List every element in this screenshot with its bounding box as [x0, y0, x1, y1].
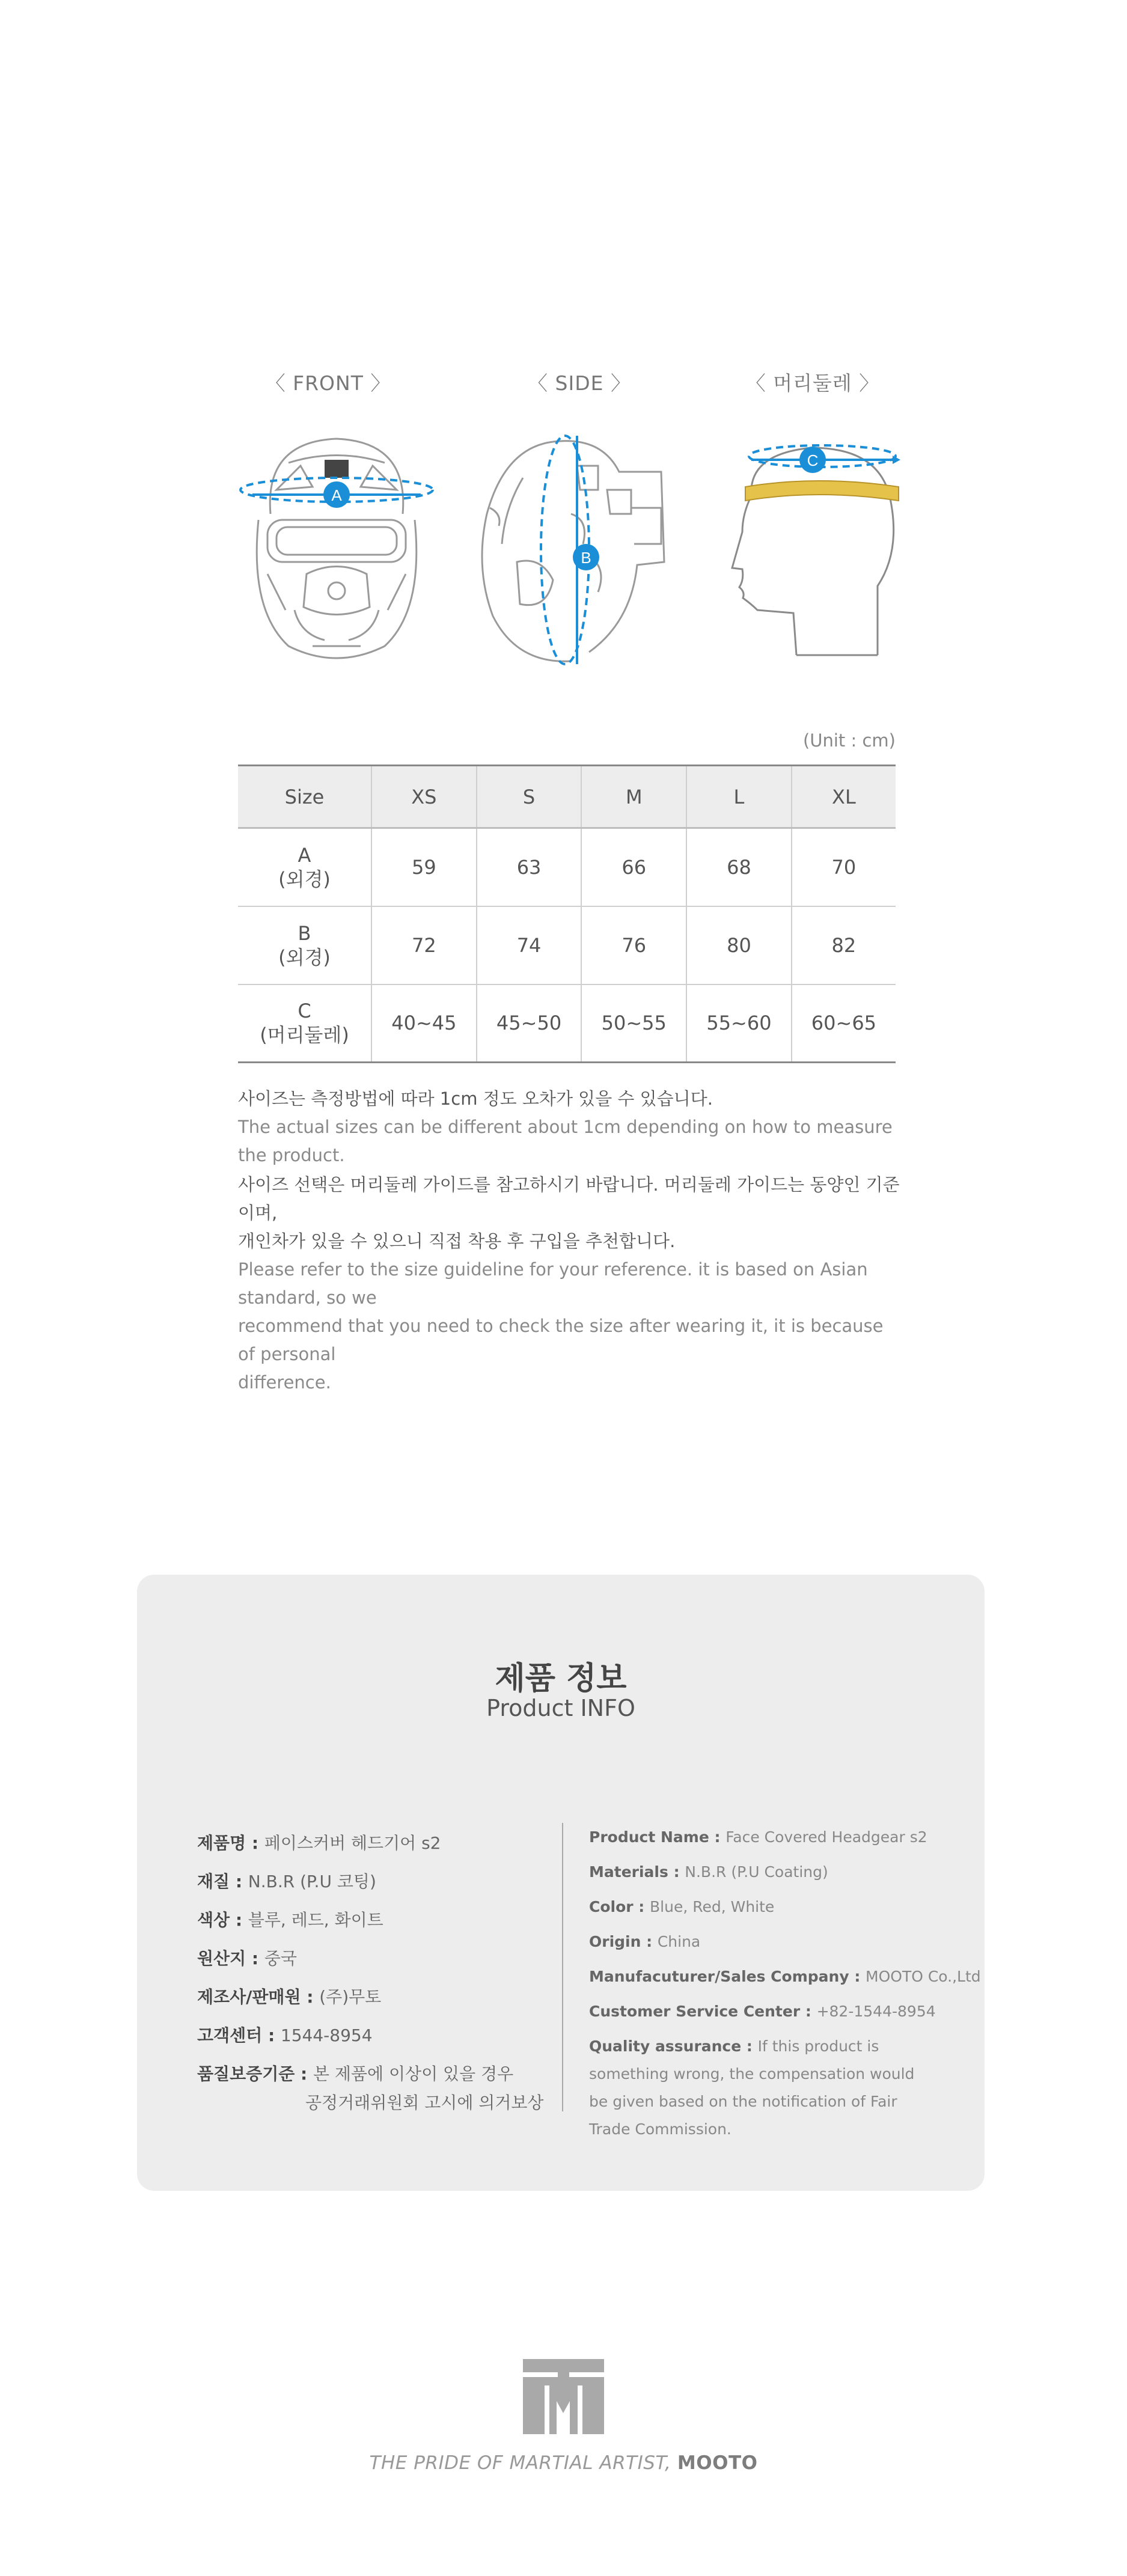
- info-row-customer-center: 고객센터 : 1544-8954: [197, 2025, 373, 2045]
- size-table: [238, 765, 896, 1063]
- product-info-box: [137, 1575, 985, 2191]
- table-cell: 74: [477, 906, 582, 984]
- note2-english-line3: difference.: [238, 1372, 331, 1393]
- size-header: M: [581, 766, 686, 828]
- table-cell: 63: [477, 828, 582, 906]
- row-label: A (외경): [238, 828, 371, 906]
- table-cell: 76: [581, 906, 686, 984]
- measurement-note: [238, 1085, 905, 1170]
- size-header: XS: [371, 766, 477, 828]
- table-cell: 82: [831, 933, 857, 957]
- info-row-material: 재질 : N.B.R (P.U 코팅): [197, 1872, 376, 1891]
- head-circumference-label: 〈 머리둘레 〉: [745, 371, 880, 395]
- table-cell: 55~60: [686, 984, 792, 1063]
- product-info-korean-list: [197, 1824, 558, 2117]
- head-band-shape: [745, 481, 899, 501]
- note1-korean: 사이즈는 측정방법에 따라 1cm 정도 오차가 있을 수 있습니다.: [238, 1088, 713, 1109]
- product-info-title-english: Product INFO: [486, 1695, 635, 1721]
- row-label: C (머리둘레): [238, 984, 371, 1063]
- note2-korean-line2: 개인차가 있을 수 있으니 직접 착용 후 구입을 추천합니다.: [238, 1231, 676, 1251]
- info-row-quality-en: Quality assurance : If this product is something wrong, the compensation would be given based on the notification of Fair Trade Commission.: [589, 2037, 915, 2138]
- table-cell: 50~55: [581, 984, 686, 1063]
- product-info-english-list: [589, 1820, 981, 2143]
- info-row-color: 색상 : 블루, 레드, 화이트: [197, 1910, 383, 1930]
- table-cell: 66: [581, 828, 686, 906]
- info-divider: [562, 1823, 563, 2111]
- note2-korean-line1: 사이즈 선택은 머리둘레 가이드를 참고하시기 바랍니다. 머리둘레 가이드는 동양인 기준이며,: [238, 1174, 900, 1223]
- info-row-manufacturer-en: Manufacuturer/Sales Company : MOOTO Co.,Ltd: [589, 1968, 981, 1985]
- info-row-origin-en: Origin : China: [589, 1933, 701, 1950]
- note2-english-line2: recommend that you need to check the size after wearing it, it is because of personal: [238, 1316, 884, 1364]
- info-row-customer-center-en: Customer Service Center : +82-1544-8954: [589, 2003, 936, 2020]
- table-row: [238, 984, 896, 1063]
- table-cell: 60~65: [811, 1012, 877, 1035]
- side-view-diagram: [469, 424, 673, 676]
- size-guide-note: [238, 1171, 905, 1397]
- table-row: [238, 906, 896, 984]
- side-view-label: 〈 SIDE 〉: [528, 371, 631, 395]
- table-cell: 80: [686, 906, 792, 984]
- unit-label: (Unit : cm): [802, 730, 896, 751]
- size-header: XL: [832, 785, 856, 808]
- front-view-label: 〈 FRONT 〉: [265, 371, 391, 395]
- footer-tagline: THE PRIDE OF MARTIAL ARTIST, MOOTO: [369, 2452, 758, 2474]
- marker-c-text: C: [807, 451, 819, 469]
- table-cell: 40~45: [371, 984, 477, 1063]
- marker-b-text: B: [581, 549, 591, 567]
- brand-name: MOOTO: [677, 2452, 758, 2474]
- info-row-materials-en: Materials : N.B.R (P.U Coating): [589, 1863, 828, 1881]
- note2-english-line1: Please refer to the size guideline for your reference. it is based on Asian standard, so we: [238, 1259, 868, 1308]
- info-row-product-name: 제품명 : 페이스커버 헤드기어 s2: [197, 1833, 441, 1853]
- head-circumference-diagram: [721, 430, 914, 670]
- size-header: S: [477, 766, 582, 828]
- size-header: L: [686, 766, 792, 828]
- table-cell: 72: [371, 906, 477, 984]
- product-info-title-korean: 제품 정보: [495, 1661, 627, 1697]
- info-row-product-name-en: Product Name : Face Covered Headgear s2: [589, 1828, 927, 1846]
- table-row: [238, 828, 896, 906]
- info-row-quality: 품질보증기준 : 본 제품에 이상이 있을 경우: [197, 2064, 514, 2084]
- info-row-manufacturer: 제조사/판매원 : (주)무토: [197, 1987, 382, 2007]
- mooto-logo-icon: [523, 2359, 604, 2434]
- table-cell: 45~50: [477, 984, 582, 1063]
- marker-a-text: A: [331, 486, 342, 504]
- size-header: Size: [238, 766, 371, 828]
- note1-english: The actual sizes can be different about 1cm depending on how to measure the product.: [238, 1117, 893, 1165]
- table-cell: 70: [831, 855, 857, 879]
- info-row-quality-continued: 공정거래위원회 고시에 의거보상: [305, 2093, 544, 2113]
- size-table-header-row: [238, 766, 896, 828]
- info-row-color-en: Color : Blue, Red, White: [589, 1898, 775, 1915]
- table-cell: 68: [686, 828, 792, 906]
- info-row-origin: 원산지 : 중국: [197, 1949, 297, 1968]
- table-cell: 59: [371, 828, 477, 906]
- front-view-diagram: [234, 430, 439, 670]
- mooto-badge-icon: [325, 460, 349, 478]
- row-label: B (외경): [238, 906, 371, 984]
